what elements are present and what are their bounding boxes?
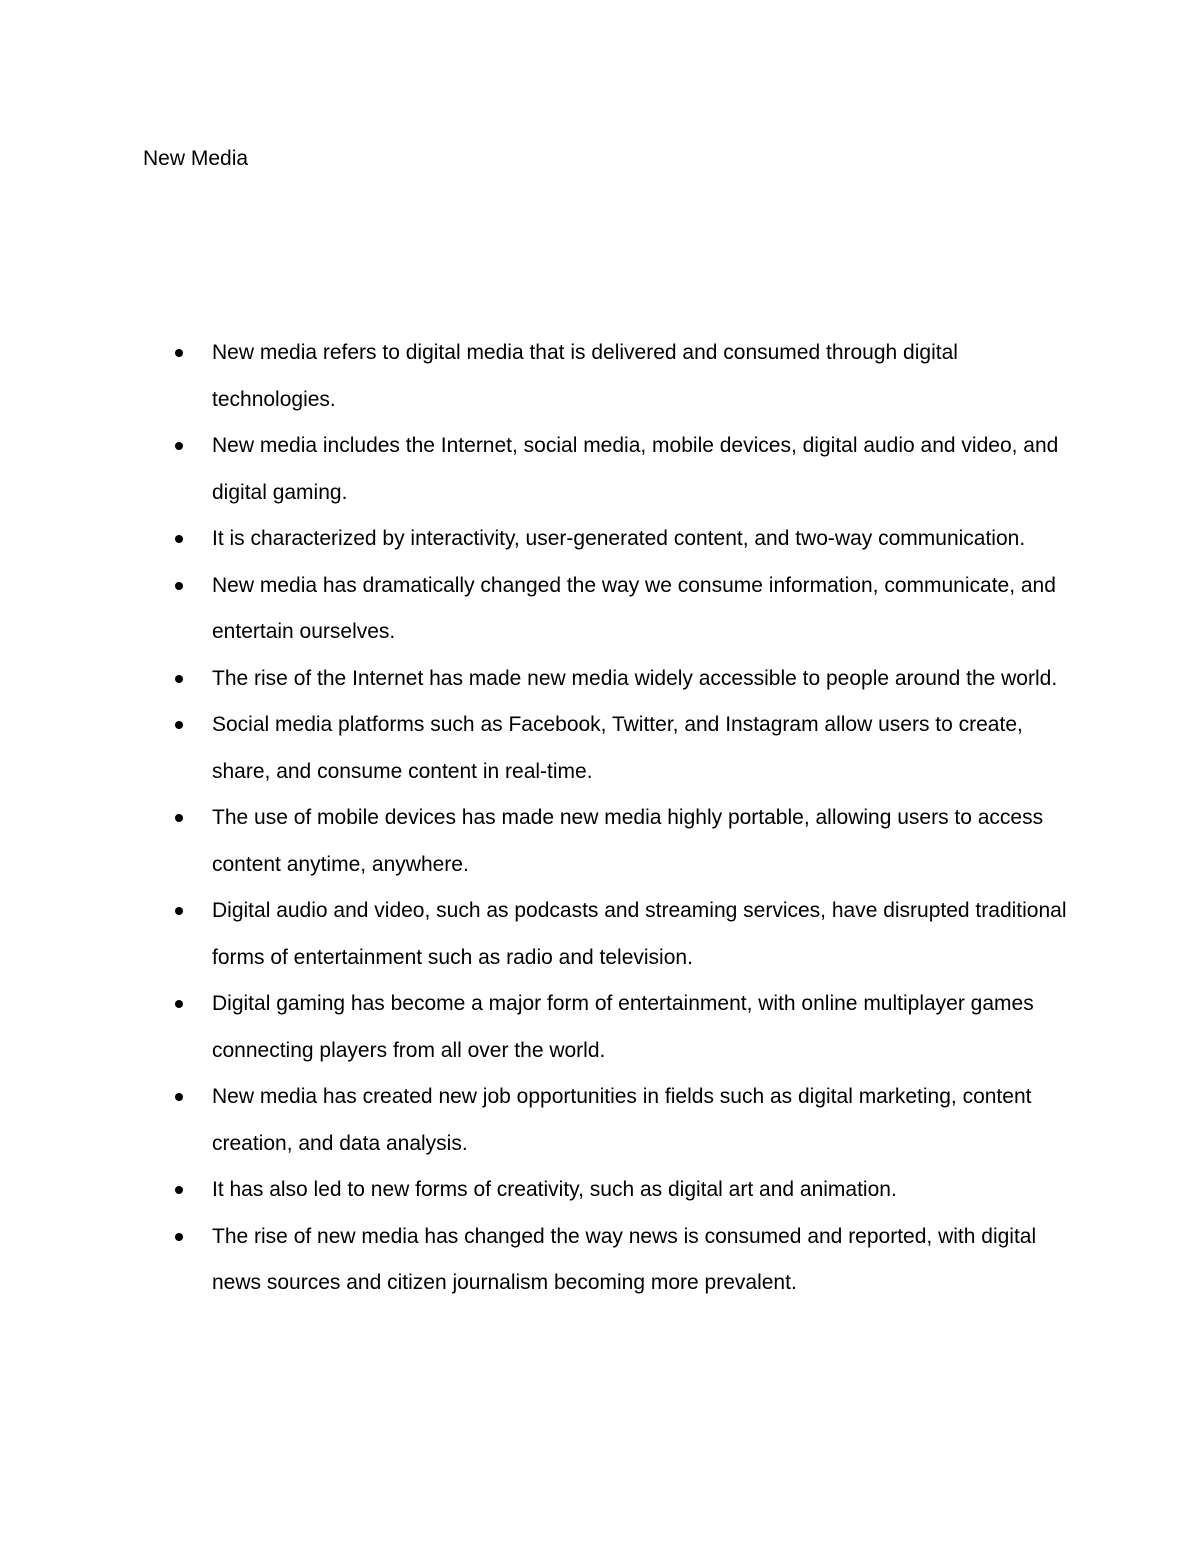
list-item <box>172 516 1072 563</box>
bullet-icon <box>175 535 183 543</box>
list-item <box>172 1214 1072 1307</box>
list-item <box>172 656 1072 703</box>
list-item-text: Digital gaming has become a major form of entertainment, with online multiplayer games connecting players from all over the world. <box>212 992 1034 1062</box>
list-item <box>172 795 1072 888</box>
page-title: New Media <box>143 147 249 170</box>
list-item <box>172 888 1072 981</box>
list-item-text: New media has dramatically changed the way we consume information, communicate, and entertain ourselves. <box>212 573 1056 643</box>
bullet-icon <box>175 814 183 822</box>
list-item <box>172 1167 1072 1214</box>
bullet-icon <box>175 675 183 683</box>
bullet-icon <box>175 1233 183 1241</box>
list-item-text: It is characterized by interactivity, user-generated content, and two-way communication. <box>212 527 1026 550</box>
list-item <box>172 563 1072 656</box>
bullet-icon <box>175 1093 183 1101</box>
bullet-icon <box>175 582 183 590</box>
list-item-text: New media includes the Internet, social media, mobile devices, digital audio and video, and digital gaming. <box>212 434 1059 504</box>
list-item <box>172 981 1072 1074</box>
list-item-text: Social media platforms such as Facebook, Twitter, and Instagram allow users to create, share, and consume content in real-time. <box>212 713 1023 783</box>
list-item <box>172 1074 1072 1167</box>
bullet-icon <box>175 1000 183 1008</box>
list-item-text: New media has created new job opportunities in fields such as digital marketing, content creation, and data analysis. <box>212 1085 1032 1155</box>
list-item-text: It has also led to new forms of creativity, such as digital art and animation. <box>212 1178 897 1201</box>
list-item <box>172 330 1072 423</box>
list-item-text: The rise of the Internet has made new media widely accessible to people around the world. <box>212 666 1058 690</box>
list-item-text: The rise of new media has changed the way news is consumed and reported, with digital news sources and citizen journalism becoming more prevalent. <box>212 1224 1037 1294</box>
bullet-list <box>172 330 1072 1307</box>
list-item-text: The use of mobile devices has made new media highly portable, allowing users to access content anytime, anywhere. <box>212 806 1044 876</box>
list-item <box>172 423 1072 516</box>
list-item-text: Digital audio and video, such as podcasts and streaming services, have disrupted traditional forms of entertainment such as radio and television. <box>212 899 1067 969</box>
bullet-icon <box>175 907 183 915</box>
list-item <box>172 702 1072 795</box>
bullet-icon <box>175 349 183 357</box>
bullet-icon <box>175 1186 183 1194</box>
bullet-icon <box>175 721 183 729</box>
list-item-text: New media refers to digital media that is delivered and consumed through digital technologies. <box>212 341 958 411</box>
bullet-icon <box>175 442 183 450</box>
